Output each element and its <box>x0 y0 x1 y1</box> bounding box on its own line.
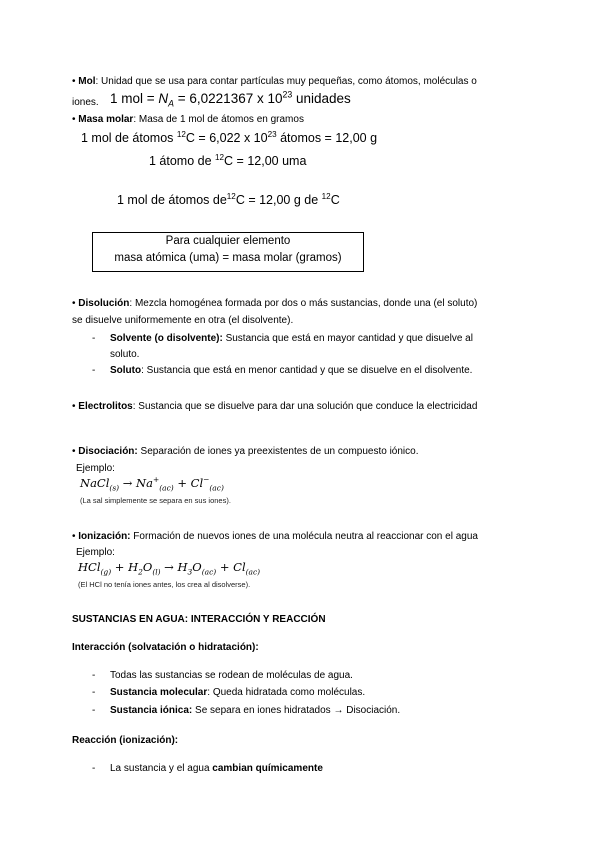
disolucion-def-line2: se disuelve uniformemente en otra (el disolvente). <box>72 315 294 326</box>
mol-def-line2: iones. <box>72 97 99 108</box>
sustancias-heading: SUSTANCIAS EN AGUA: INTERACCIÓN Y REACCIÓN <box>72 614 326 625</box>
masa-molar-def: : Masa de 1 mol de átomos en gramos <box>133 114 304 125</box>
list-dash: - <box>92 705 96 716</box>
list-dash: - <box>92 687 96 698</box>
electrolitos-definition: • Electrolitos: Sustancia que se disuelve para dar una solución que conduce la electricidad <box>72 401 478 412</box>
masa-molar-line2: 1 átomo de $^{12}$C = 12,00 uma <box>149 152 307 168</box>
list-dash: - <box>92 670 96 681</box>
mol-term: Mol <box>78 76 96 87</box>
masa-molar-term: Masa molar <box>78 114 134 125</box>
reaccion-heading: Reacción (ionización): <box>72 735 179 746</box>
interaccion-item-3: Sustancia iónica: Se separa en iones hidratados → Disociación. <box>110 705 401 716</box>
disociacion-definition: • Disociación: Separación de iones ya preexistentes de un compuesto iónico. <box>72 446 419 457</box>
disolucion-definition: • Disolución: Mezcla homogénea formada por dos o más sustancias, donde una (el soluto) <box>72 298 478 309</box>
disociacion-example-label: Ejemplo: <box>76 463 115 474</box>
ionizacion-note: (El HCl no tenía iones antes, los crea al disolverse). <box>78 580 251 589</box>
mol-definition: • Mol: Unidad que se usa para contar partículas muy pequeñas, como átomos, moléculas o <box>72 76 477 87</box>
list-dash: - <box>92 333 96 344</box>
element-rule-box <box>92 232 364 272</box>
box-line1: Para cualquier elemento <box>165 235 291 247</box>
disociacion-equation: NaCl$_{(s)}$ → $Na^+_{(ac)} + Cl^-_{(ac)}$ <box>80 475 224 493</box>
ionizacion-example-label: Ejemplo: <box>76 547 115 558</box>
interaccion-item-1: Todas las sustancias se rodean de moléculas de agua. <box>110 670 353 681</box>
masa-molar-line1: 1 mol de átomos $^{12}$C = 6,022 x $10^{23}$ átomos = 12,00 g <box>81 129 378 145</box>
box-line2: masa atómica (uma) = masa molar (gramos) <box>114 252 342 264</box>
masa-molar-line3: 1 mol de átomos $de^{12}C = 12,00$ g de $^{12}$C <box>117 191 340 207</box>
list-item-soluto: Soluto: Sustancia que está en menor cantidad y que se disuelve en el disolvente. <box>110 365 473 376</box>
list-dash: - <box>92 365 96 376</box>
mol-formula: 1 mol = $N_A = 6,0221367$ x $10^{23}$ unidades <box>110 89 351 109</box>
mol-def-line1: : Unidad que se usa para contar partículas muy pequeñas, como átomos, moléculas o <box>95 76 477 87</box>
list-dash: - <box>92 763 96 774</box>
reaccion-item-1: La sustancia y el agua cambian químicamente <box>110 763 323 774</box>
disociacion-note: (La sal simplemente se separa en sus iones). <box>80 496 231 505</box>
ionizacion-equation: $HCl_{(g)} + H_2O_{(l)} \to H_3O_{(ac)} + Cl_{(ac)}$ <box>78 560 261 577</box>
interaccion-item-2: Sustancia molecular: Queda hidratada como moléculas. <box>110 687 366 698</box>
list-item-solvente-cont: soluto. <box>110 349 140 360</box>
list-item-solvente: Solvente (o disolvente): Sustancia que está en mayor cantidad y que disuelve al <box>110 333 473 344</box>
interaccion-heading: Interacción (solvatación o hidratación): <box>72 642 259 653</box>
ionizacion-definition: • Ionización: Formación de nuevos iones de una molécula neutra al reaccionar con el agua <box>72 531 478 542</box>
masa-molar-definition: • Masa molar: Masa de 1 mol de átomos en gramos <box>72 114 304 125</box>
